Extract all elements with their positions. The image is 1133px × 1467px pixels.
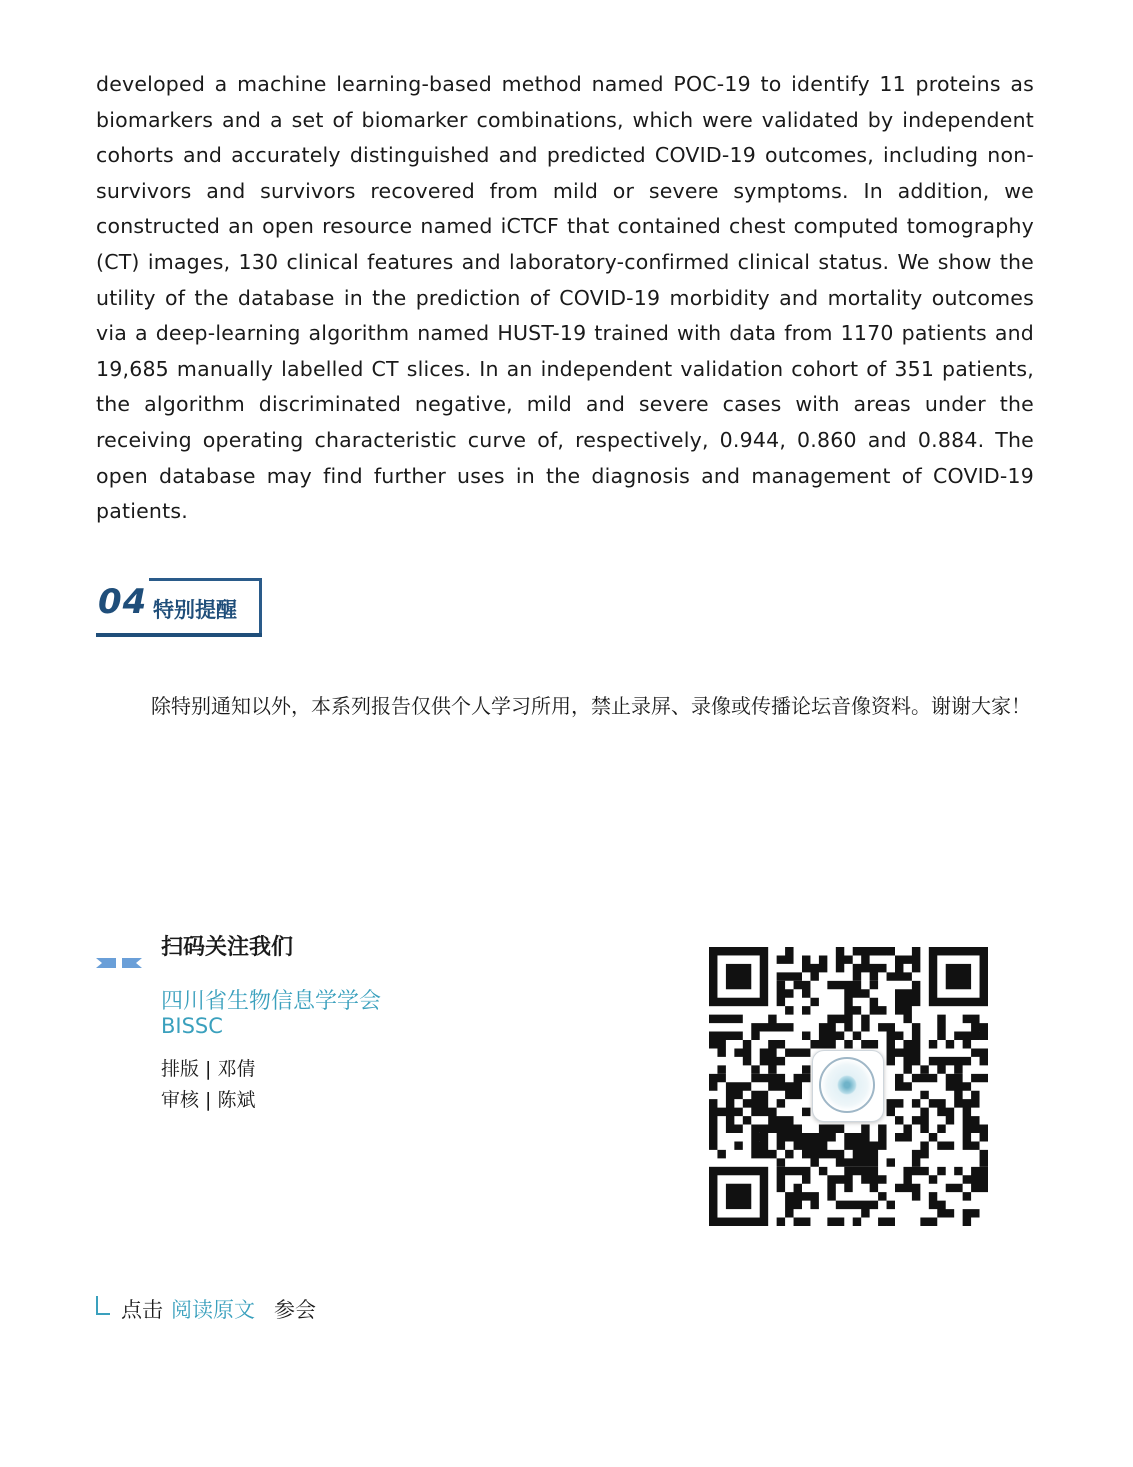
review-credit: 审核 | 陈斌 <box>161 1089 256 1111</box>
section-heading <box>96 578 263 638</box>
qr-finder-pattern <box>713 1171 764 1222</box>
qr-code <box>709 947 988 1226</box>
notice-paragraph: 除特别通知以外，本系列报告仅供个人学习所用，禁止录屏、录像或传播论坛音像资料。谢谢大家！ <box>151 694 1031 718</box>
org-abbreviation: BISSC <box>161 1014 223 1038</box>
section-heading-underline <box>96 633 262 637</box>
society-seal-logo <box>812 1050 884 1122</box>
abstract-paragraph: developed a machine learning-based method named POC-19 to identify 11 proteins as biomarkers and a set of biomarker combinations, which were validated by independent cohorts and accurately distinguished and predicted COVID-19 outcomes, including non-survivors and survivors recovered from mild or severe symptoms. In addition, we constructed an open resource named iCTCF that contained chest computed tomography (CT) images, 130 clinical features and laboratory-confirmed clinical status. We show the utility of the database in the prediction of COVID-19 morbidity and mortality outcomes via a deep-learning algorithm named HUST-19 trained with data from 1170 patients and 19,685 manually labelled CT slices. In an independent validation cohort of 351 patients, the algorithm discriminated negative, mild and severe cases with areas under the receiving operating characteristic curve of, respectively, 0.944, 0.860 and 0.884. The open database may find further uses in the diagnosis and management of COVID-19 patients. <box>96 72 1034 524</box>
org-name: 四川省生物信息学学会 <box>161 989 382 1014</box>
footer-link-text[interactable]: 阅读原文 <box>171 1298 255 1322</box>
section-title: 特别提醒 <box>153 598 237 622</box>
section-number: 04 <box>98 582 148 622</box>
layout-credit: 排版 | 邓倩 <box>161 1058 256 1080</box>
qr-finder-pattern <box>713 951 764 1002</box>
footer-prefix: 点击 <box>121 1298 163 1322</box>
chevron-ribbon-icon <box>96 955 142 974</box>
footer-suffix: 参会 <box>274 1298 316 1322</box>
corner-bracket-icon <box>96 1296 110 1315</box>
follow-title: 扫码关注我们 <box>161 935 294 960</box>
qr-finder-pattern <box>933 951 984 1002</box>
